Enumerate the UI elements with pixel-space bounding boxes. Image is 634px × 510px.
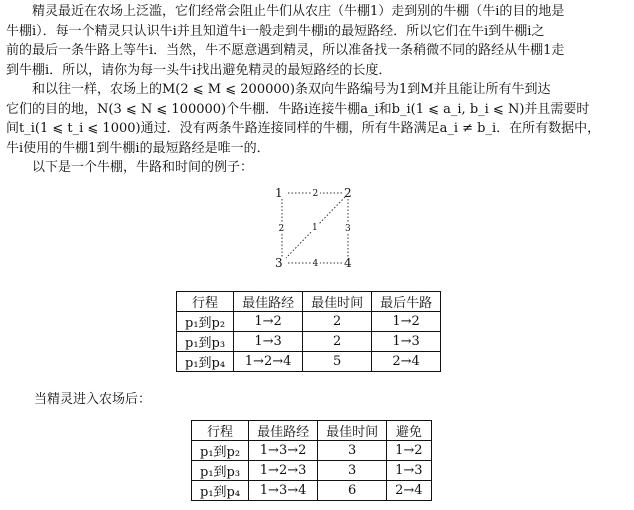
table2-cell-time: 6 bbox=[318, 481, 387, 501]
table1-cell-last: 1→2 bbox=[372, 312, 441, 332]
edge-label-1-2: 2 bbox=[312, 189, 319, 199]
barn-graph-diagram bbox=[266, 176, 366, 276]
table2-cell-avoid: 2→4 bbox=[387, 481, 431, 501]
edge-label-2-3: 1 bbox=[312, 223, 318, 233]
table1-header-time: 最佳时间 bbox=[303, 292, 372, 312]
table2-cell-path: 1→3→2 bbox=[249, 441, 318, 461]
table1-cell-time: 5 bbox=[303, 352, 372, 372]
problem-paragraph-1 bbox=[6, 2, 628, 80]
edge-label-2-4: 3 bbox=[345, 224, 351, 234]
shortest-path-table bbox=[176, 291, 441, 372]
after-sprite-caption: 当精灵进入农场后： bbox=[34, 392, 152, 407]
table1-cell-path: 1→2→4 bbox=[234, 352, 303, 372]
p2-line-2: 它们的目的地，N(3 ⩽ N ⩽ 100000)个牛棚．牛路i连接牛棚a_i和b_i(1 ⩽ a_i, b_i ⩽ N)并且需要时 bbox=[6, 101, 590, 117]
table2-header-trip: 行程 bbox=[192, 421, 249, 441]
p2-line-3: 间t_i(1 ⩽ t_i ⩽ 1000)通过．没有两条牛路连接同样的牛棚，所有牛路满足a_i ≠ b_i．在所有数据中， bbox=[6, 121, 601, 137]
table1-cell-trip: p₁到p₄ bbox=[177, 352, 234, 372]
problem-paragraph-2 bbox=[6, 80, 628, 158]
table1-cell-path: 1→2 bbox=[234, 312, 303, 332]
table-row bbox=[192, 461, 432, 481]
p2-line-1: 和以往一样，农场上的M(2 ⩽ M ⩽ 200000)条双向牛路编号为1到M并且能让所有牛到达 bbox=[32, 82, 551, 97]
edge-label-1-3: 2 bbox=[278, 224, 285, 234]
table-row bbox=[177, 312, 441, 332]
avoid-sprite-table bbox=[191, 420, 432, 501]
table-row bbox=[177, 332, 441, 352]
table1-header-trip: 行程 bbox=[177, 292, 234, 312]
table2-cell-avoid: 1→2 bbox=[387, 441, 431, 461]
example-intro bbox=[6, 158, 628, 178]
p1-line-1: 精灵最近在农场上泛滥，它们经常会阻止牛们从农庄（牛棚1）走到别的牛棚（牛i的目的地是 bbox=[32, 4, 565, 19]
table2-cell-path: 1→2→3 bbox=[249, 461, 318, 481]
edge-label-3-4: 4 bbox=[312, 259, 319, 269]
table1-cell-time: 2 bbox=[303, 312, 372, 332]
table1-header-last: 最后牛路 bbox=[372, 292, 441, 312]
node-3: 3 bbox=[275, 256, 283, 270]
table2-cell-time: 3 bbox=[318, 441, 387, 461]
table2-header-time: 最佳时间 bbox=[318, 421, 387, 441]
node-1: 1 bbox=[275, 186, 283, 200]
p1-line-2: 牛棚i）．每一个精灵只认识牛i并且知道牛i一般走到牛棚i的最短路经．所以它们在牛i到牛棚i之 bbox=[6, 23, 545, 39]
table2-cell-trip: p₁到p₂ bbox=[192, 441, 249, 461]
table1-cell-last: 1→3 bbox=[372, 332, 441, 352]
table1-cell-time: 2 bbox=[303, 332, 372, 352]
table1-cell-trip: p₁到p₃ bbox=[177, 332, 234, 352]
p1-line-3: 前的最后一条牛路上等牛i．当然，牛不愿意遇到精灵，所以准备找一条稍微不同的路经从牛棚1走 bbox=[6, 43, 565, 59]
table1-cell-trip: p₁到p₂ bbox=[177, 312, 234, 332]
node-2: 2 bbox=[344, 186, 352, 200]
table2-cell-time: 3 bbox=[318, 461, 387, 481]
table2-header-path: 最佳路经 bbox=[249, 421, 318, 441]
table-row bbox=[192, 441, 432, 461]
p2-line-4: 牛i使用的牛棚1到牛棚i的最短路经是唯一的． bbox=[6, 140, 270, 156]
p1-line-4: 到牛棚i．所以，请你为每一头牛i找出避免精灵的最短路经的长度． bbox=[6, 62, 392, 78]
table2-cell-trip: p₁到p₄ bbox=[192, 481, 249, 501]
table2-cell-trip: p₁到p₃ bbox=[192, 461, 249, 481]
table1-header-path: 最佳路经 bbox=[234, 292, 303, 312]
table2-header-avoid: 避免 bbox=[387, 421, 431, 441]
table1-cell-path: 1→3 bbox=[234, 332, 303, 352]
table2-cell-path: 1→3→4 bbox=[249, 481, 318, 501]
table1-cell-last: 2→4 bbox=[372, 352, 441, 372]
node-4: 4 bbox=[344, 256, 352, 270]
table2-header-row bbox=[192, 421, 432, 441]
example-intro-text: 以下是一个牛棚，牛路和时间的例子： bbox=[32, 160, 254, 175]
table1-header-row bbox=[177, 292, 441, 312]
table-row bbox=[192, 481, 432, 501]
table2-cell-avoid: 1→3 bbox=[387, 461, 431, 481]
table-row bbox=[177, 352, 441, 372]
